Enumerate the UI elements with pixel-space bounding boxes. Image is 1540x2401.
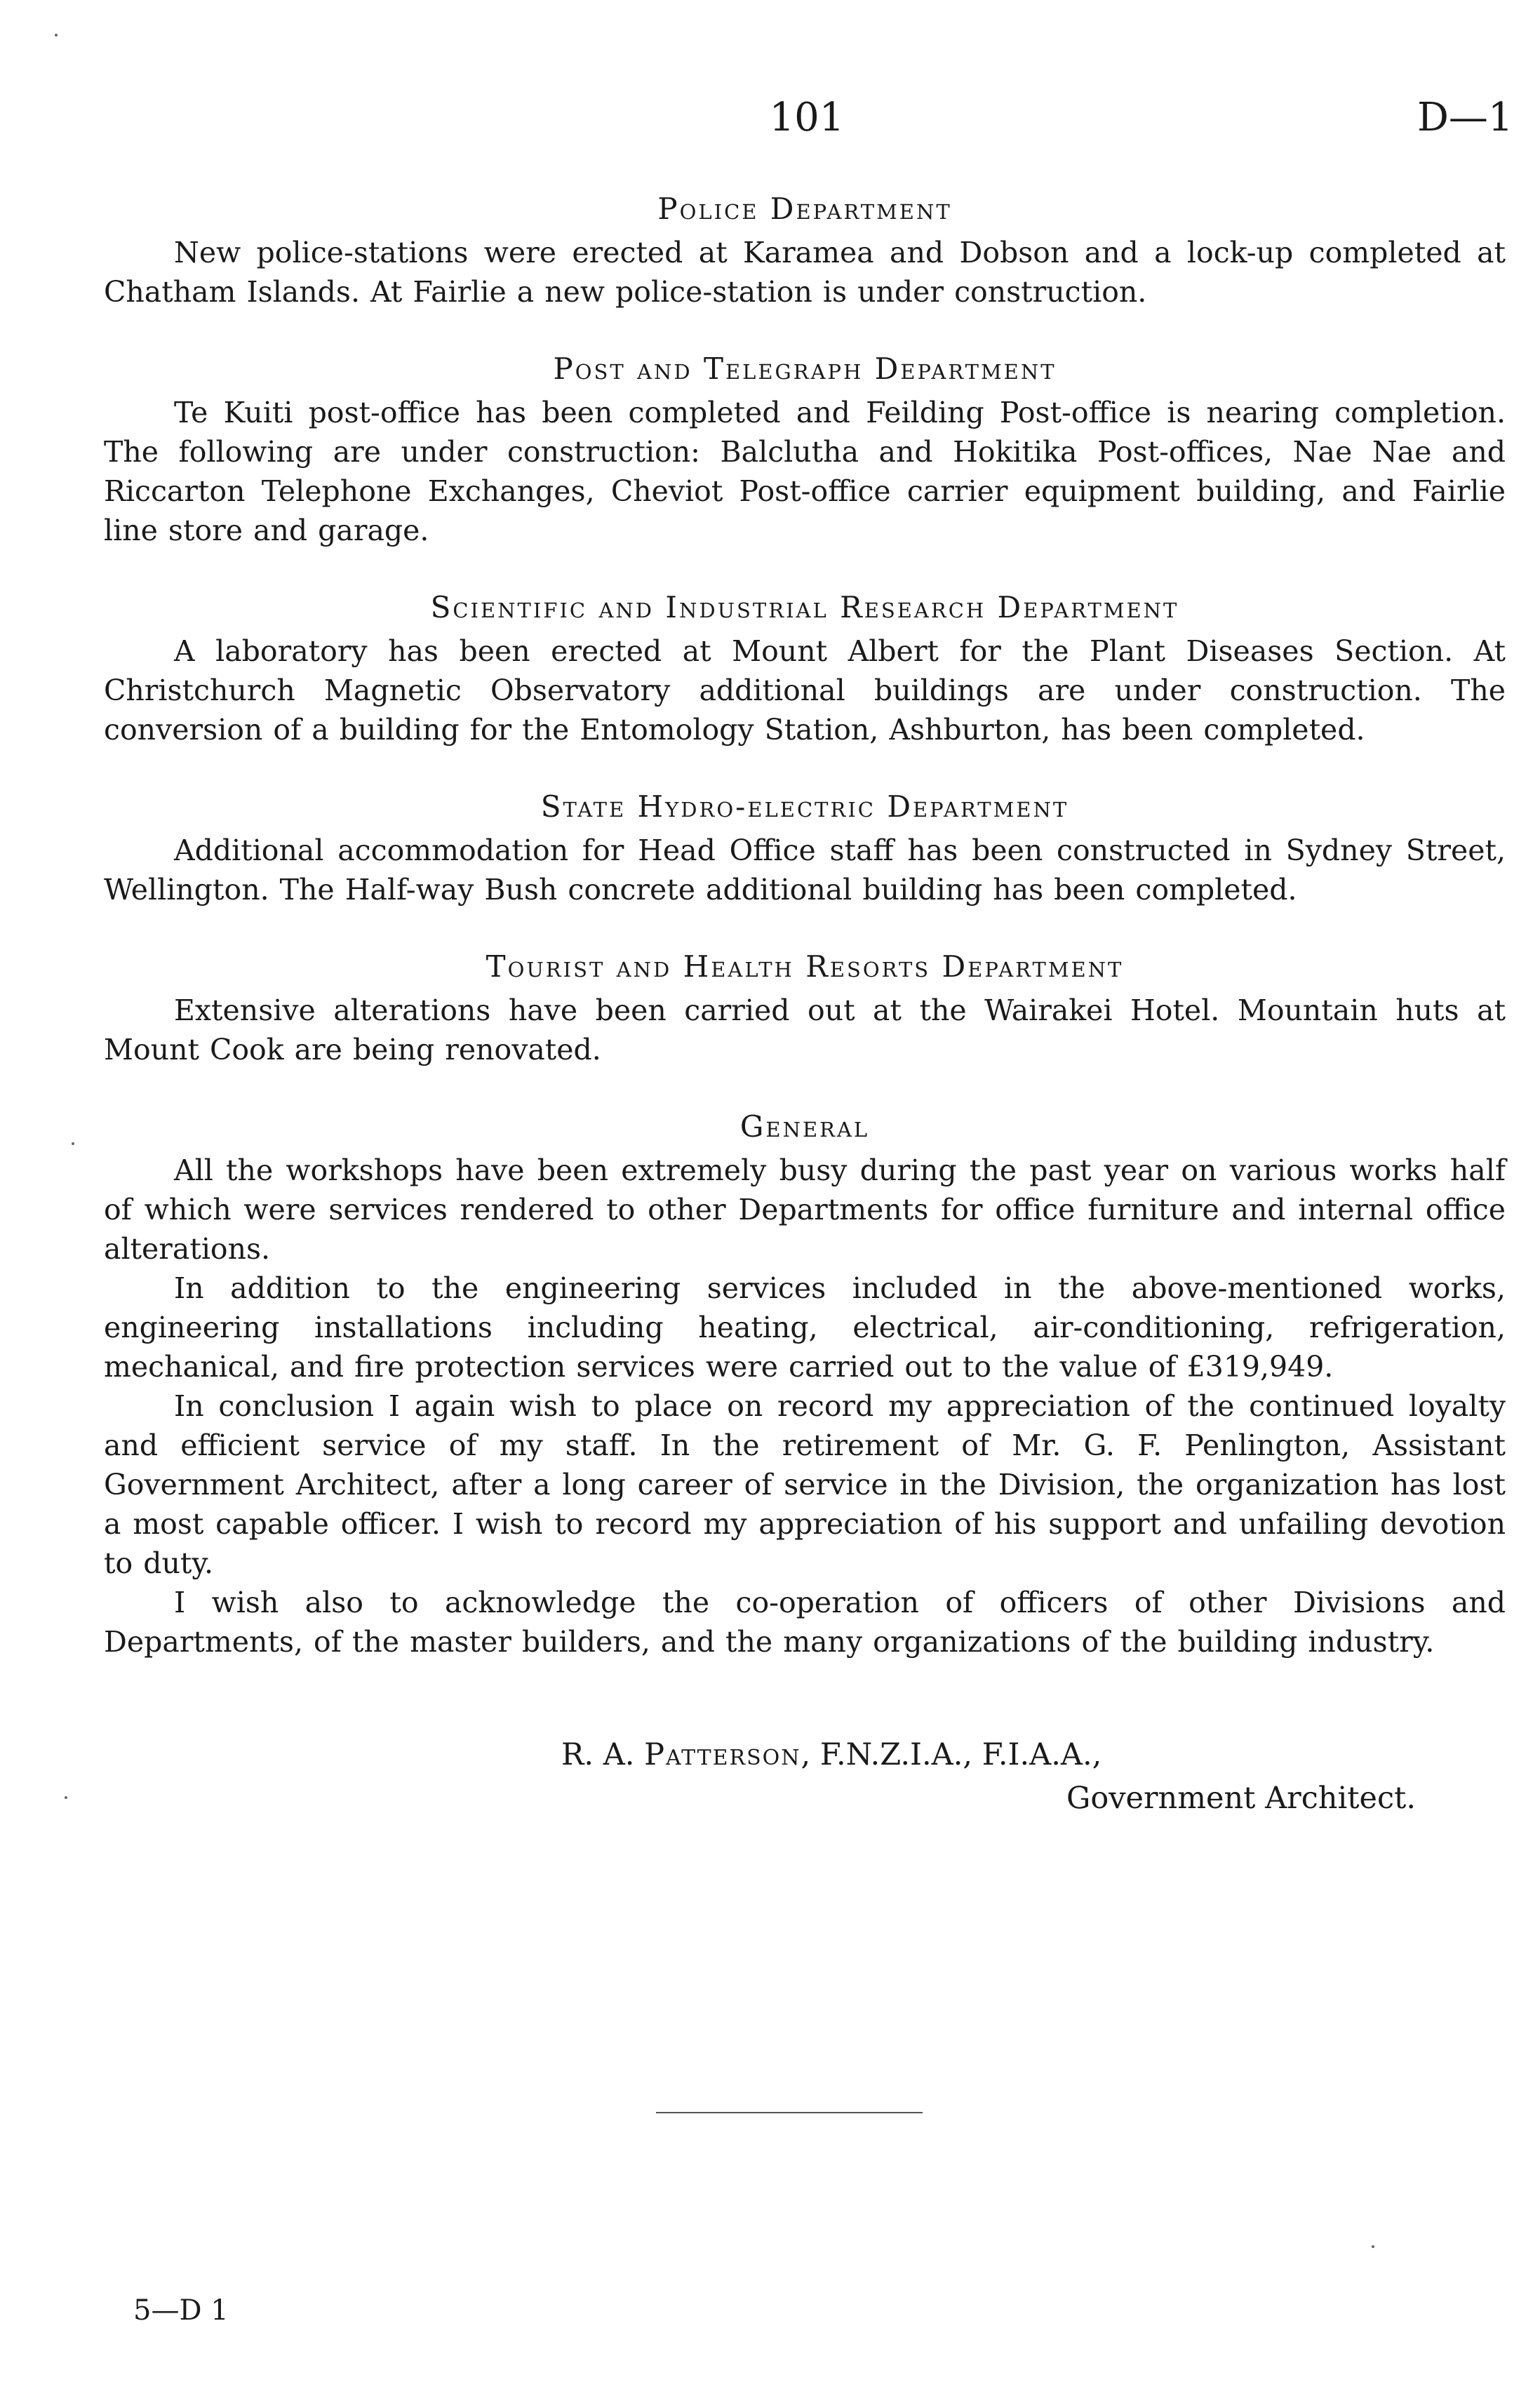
signature-block	[561, 1733, 1438, 1820]
section-heading: Tourist and Health Resorts Department	[486, 949, 1124, 984]
section-heading: Police Department	[657, 192, 952, 226]
signatory-initials: R. A.	[561, 1737, 635, 1772]
paragraph: Additional accommodation for Head Office staff has been constructed in Sydney Street, Wellington. The Half-way Bush concrete additional building has been completed.	[104, 834, 1506, 907]
section-post-telegraph	[104, 349, 1506, 550]
signatory-surname: Patterson	[644, 1737, 801, 1772]
scan-speck	[55, 34, 58, 36]
paragraph: I wish also to acknowledge the co-operation of officers of other Divisions and Departments, of the master builders, and the many organizations of the building industry.	[104, 1586, 1506, 1659]
paragraph: In addition to the engineering services included in the above-mentioned works, engineering installations including heating, electrical, air-conditioning, refrigeration, mechanical, and fire protection services were carried out to the value of £319,949.	[104, 1271, 1506, 1384]
paragraph: A laboratory has been erected at Mount Albert for the Plant Diseases Section. At Christchurch Magnetic Observatory additional buildings are under construction. The conversion of a building for the Entomology Station, Ashburton, has been completed.	[104, 634, 1506, 747]
closing-rule	[656, 2112, 923, 2113]
section-tourist	[104, 947, 1506, 1069]
paragraph: Te Kuiti post-office has been completed and Feilding Post-office is nearing completion. The following are under construction: Balclutha and Hokitika Post-offices, Nae Nae and Riccarton Telephone Exchanges, Cheviot Post-office carrier equipment building, and Fairlie line store and garage.	[104, 396, 1506, 547]
report-body	[104, 189, 1506, 1661]
paragraph: In conclusion I again wish to place on record my appreciation of the continued loyalty and efficient service of my staff. In the retirement of Mr. G. F. Penlington, Assistant Government Architect, after a long career of service in the Division, the organization has lost a most capable officer. I wish to record my appreciation of his support and unfailing devotion to duty.	[104, 1389, 1506, 1580]
signatory-credentials: , F.N.Z.I.A., F.I.A.A.,	[801, 1737, 1102, 1772]
section-heading: General	[739, 1109, 870, 1144]
paragraph: New police-stations were erected at Karamea and Dobson and a lock-up completed at Chatham Islands. At Fairlie a new police-station is under construction.	[104, 236, 1506, 309]
page-number: 101	[769, 95, 845, 140]
signatory-name	[561, 1733, 1438, 1777]
scan-speck	[1372, 2245, 1374, 2248]
section-dsir	[104, 588, 1506, 749]
signatory-title: Government Architect.	[1066, 1781, 1416, 1816]
section-hydro	[104, 787, 1506, 909]
document-reference: D—1	[1417, 95, 1513, 140]
footer-signature-code: 5—D 1	[133, 2294, 229, 2327]
section-police	[104, 189, 1506, 312]
section-heading: Post and Telegraph Department	[553, 352, 1057, 386]
section-general	[104, 1107, 1506, 1661]
section-heading: Scientific and Industrial Research Department	[430, 590, 1179, 624]
paragraph: Extensive alterations have been carried out at the Wairakei Hotel. Mountain huts at Mount Cook are being renovated.	[104, 994, 1506, 1066]
scan-speck	[65, 1796, 67, 1799]
scan-speck	[72, 1142, 74, 1145]
section-heading: State Hydro-electric Department	[540, 789, 1069, 824]
paragraph: All the workshops have been extremely busy during the past year on various works half of which were services rendered to other Departments for office furniture and internal office alterations.	[104, 1153, 1506, 1266]
